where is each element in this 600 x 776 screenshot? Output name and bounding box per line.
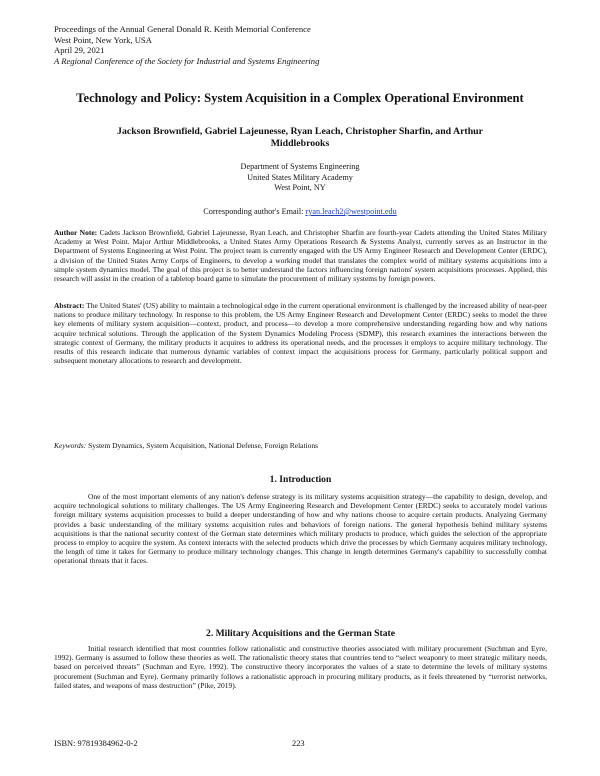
conference-date: April 29, 2021 (54, 45, 105, 56)
conference-society: A Regional Conference of the Society for Industrial and Systems Engineering (54, 55, 320, 66)
military-acquisitions-paragraph: Initial research identified that most countries follow rationalistic and constructive theories associated with military procurement (Suchman and Eyre, 1992). Germany is assumed to follow these theories as well. The rationalistic theory states that countries tend to “select weaponry to meet strategic military needs, based on perceived threats” (Suchman and Eyre, 1992). The constructive theory incorporates the values of a state to determine the levels of military systems procurement (Suchman and Eyre). Germany primarily follows a rationalistic approach in procuring military products, as it feels threatened by “terrorist networks, failed states, and weapons of mass destruction” (Pike, 2019). (54, 644, 547, 690)
keywords (54, 441, 547, 450)
section-heading-introduction: 1. Introduction (269, 474, 332, 485)
introduction-paragraph: One of the most important elements of any nation's defense strategy is its military systems acquisition strategy—the capability to design, develop, and acquire technological solutions to military challenges. The US Army Engineering Research and Development Center (ERDC) seeks to accurately model various foreign military systems acquisition processes to build a deeper understanding of how and why nations choose to acquire certain products. Analyzing Germany provides a basic understanding of the military systems acquisition rules and behaviors of foreign nations. The general hypothesis behind military systems acquisitions is that the national security context of the German state determines which military products to produce, which guides the selection of the appropriate process to employ to acquire the system. As context interacts with the selected products which drive the processes by which Germany acquires military technology, the length of time it takes for Germany to produce military technology changes. This change in length determines Germany's capability to successfully combat operational threats that it faces. (54, 492, 547, 566)
abstract (54, 301, 547, 365)
author-list: Jackson Brownfield, Gabriel Lajeunesse, Ryan Leach, Christopher Sharfin, and Arthur Middlebrooks (117, 126, 483, 149)
affiliation-department: Department of Systems Engineering (240, 162, 360, 171)
email-link[interactable]: ryan.leach2@westpoint.edu (305, 207, 397, 216)
author-note-text: Cadets Jackson Brownfield, Gabriel Lajeunesse, Ryan Leach, and Christopher Sharfin are fourth-year Cadets attending the United States Military Academy at West Point. Major Arthur Middlebrooks, a United States Army Operations Research & Systems Analyst, currently serves as an Instructor in the Department of Systems Engineering at West Point. The project team is currently engaged with the US Army Engineer Research and Development Center (ERDC), a division of the United States Army Corps of Engineers, to develop a working model that translates the complex world of military systems acquisitions into a simple system dynamics model. The goal of this project is to better understand the factors influencing foreign nations' system acquisitions processes. Applied, this research will assist in the creation of a tabletop board game to simulate the procurement of military systems by foreign powers. (54, 228, 547, 284)
keywords-text: System Dynamics, System Acquisition, National Defense, Foreign Relations (88, 441, 319, 450)
affiliation-institution: United States Military Academy (247, 172, 353, 182)
corresponding-email (100, 207, 500, 216)
email-label: Corresponding author's Email: (203, 207, 304, 216)
paper-title: Technology and Policy: System Acquisition in a Complex Operational Environment (76, 91, 524, 105)
abstract-text: The United States' (US) ability to maintain a technological edge in the current operational environment is challenged by the increased ability of near-peer nations to produce military technology. In response to this problem, the US Army Engineer Research and Development Center (ERDC) seeks to model the three key elements of military system acquisition—context, product, and process—to develop a more comprehensive understanding regarding how and why nations acquire technical solutions. Through the application of the System Dynamics Modeling Process (SDMP), this research examines the interactions between the strategic context of Germany, the military products it acquires to address its operational needs, and the processes it employs to acquire military technology. The results of this research indicate that numerous dynamic variables of context impact the acquisitions process for Germany, particularly political support and subsequent monetary allocations to research and development. (54, 301, 547, 366)
author-note (54, 228, 547, 283)
abstract-label: Abstract: (54, 301, 85, 310)
affiliation (150, 162, 450, 194)
isbn: ISBN: 97819384962-0-2 (54, 739, 138, 748)
page-number: 223 (292, 739, 305, 748)
conference-location: West Point, New York, USA (54, 34, 152, 45)
author-note-label: Author Note: (54, 228, 98, 237)
conference-header (54, 24, 319, 66)
keywords-label: Keywords: (54, 441, 87, 450)
affiliation-location: West Point, NY (274, 183, 326, 193)
section-heading-military-acquisitions: 2. Military Acquisitions and the German State (206, 628, 395, 639)
conference-name: Proceedings of the Annual General Donald R. Keith Memorial Conference (54, 24, 311, 34)
